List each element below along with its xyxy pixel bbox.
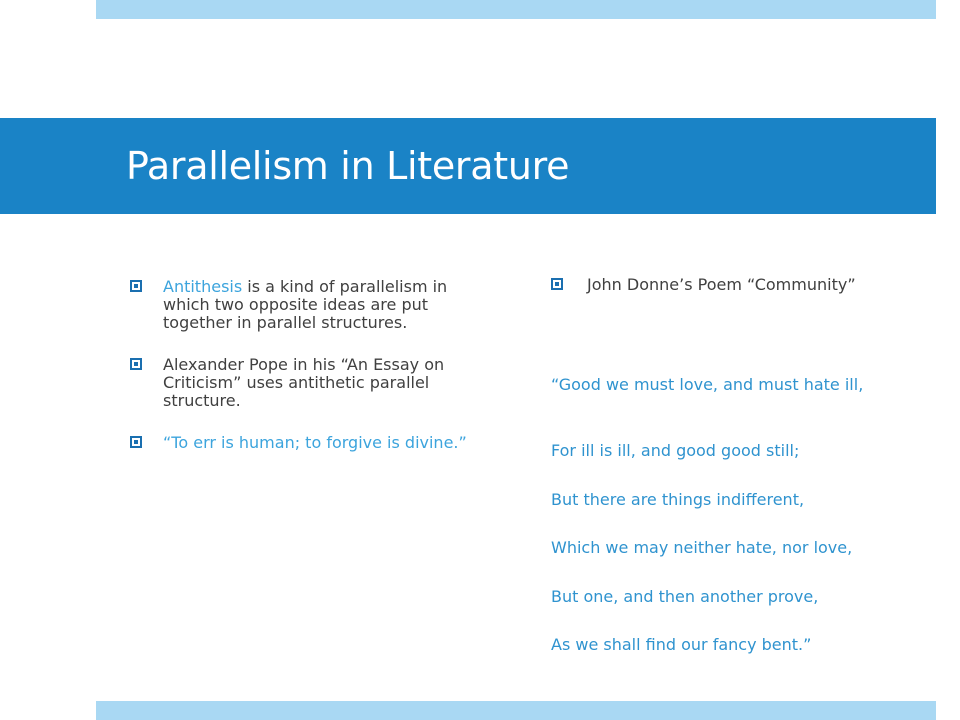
- square-bullet-icon: [130, 280, 142, 292]
- poem-line: Which we may neither hate, nor love,: [551, 538, 853, 557]
- poem-line: As we shall find our fancy bent.”: [551, 635, 812, 654]
- poem-line: For ill is ill, and good good still;: [551, 441, 800, 460]
- poem-line: But one, and then another prove,: [551, 587, 819, 606]
- pope-text: Alexander Pope in his “An Essay on Criticism” uses antithetic parallel structure.: [163, 355, 445, 410]
- bottom-accent-strip: [96, 701, 936, 720]
- bullet-pope: [130, 356, 475, 410]
- pope-quote: “To err is human; to forgive is divine.”: [163, 433, 467, 452]
- bullet-antithesis: [130, 278, 475, 332]
- square-bullet-icon: [551, 278, 563, 290]
- square-bullet-icon: [130, 358, 142, 370]
- poem-line: But there are things indifferent,: [551, 490, 805, 509]
- donne-poem-heading: John Donne’s Poem “Community”: [587, 275, 856, 294]
- square-bullet-icon: [130, 436, 142, 448]
- right-column: [551, 276, 921, 294]
- antithesis-definition: is a kind of parallelism in which two opposite ideas are put together in parallel structures.: [163, 277, 448, 332]
- slide-title: Parallelism in Literature: [126, 144, 570, 188]
- bullet-donne: [551, 276, 921, 294]
- bullet-quote: [130, 434, 475, 452]
- left-column: [130, 278, 475, 476]
- antithesis-term: Antithesis: [163, 277, 243, 296]
- top-accent-strip: [96, 0, 936, 19]
- poem-line: “Good we must love, and must hate ill,: [551, 375, 864, 394]
